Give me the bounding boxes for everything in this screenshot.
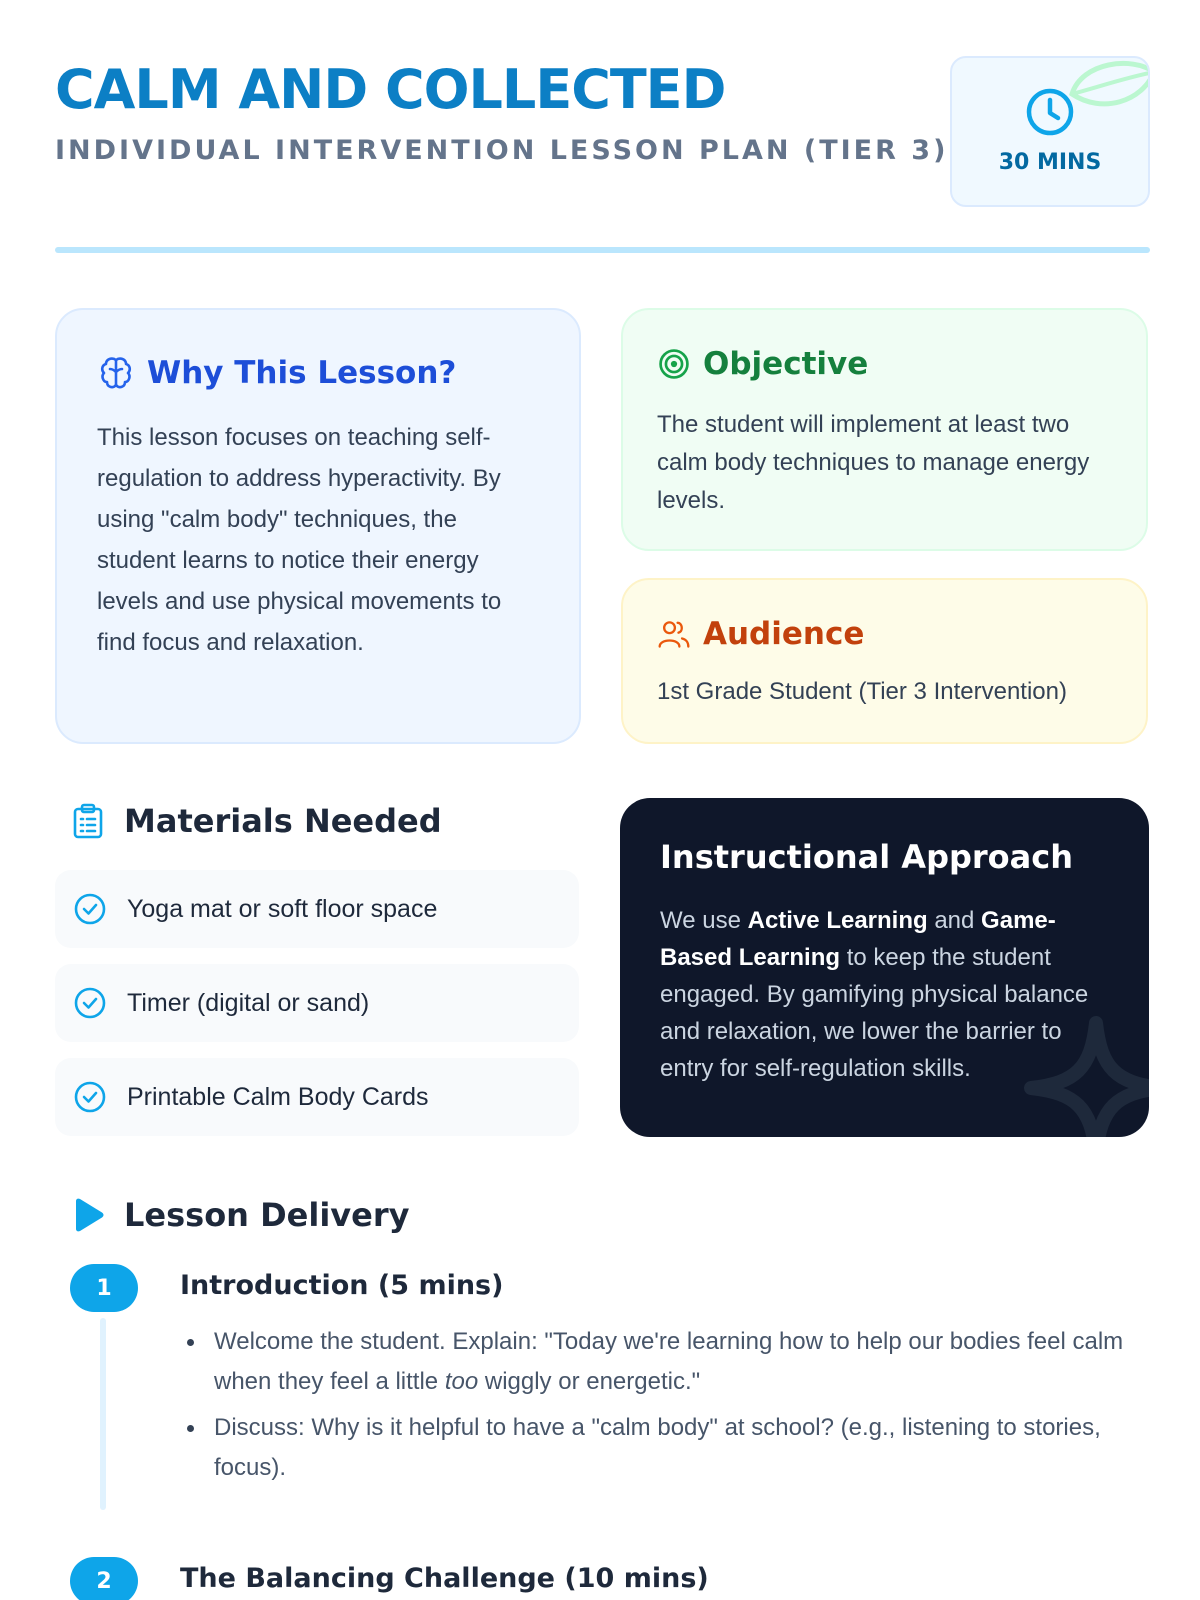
why-card xyxy=(55,308,581,744)
why-heading xyxy=(97,354,456,392)
step-timeline xyxy=(100,1318,106,1510)
step-number-badge: 2 xyxy=(70,1557,138,1600)
lesson-header xyxy=(55,52,1150,252)
objective-title: Objective xyxy=(703,346,869,382)
step-bullet: Discuss: Why is it helpful to have a "calm body" at school? (e.g., listening to stories, focus). xyxy=(214,1408,1144,1488)
check-circle-icon xyxy=(73,892,107,926)
material-label: Yoga mat or soft floor space xyxy=(127,894,438,923)
clipboard-icon xyxy=(70,803,106,839)
step-bullet-list xyxy=(214,1322,1144,1494)
audience-card xyxy=(621,578,1148,744)
material-item xyxy=(55,870,579,948)
material-label: Timer (digital or sand) xyxy=(127,988,370,1017)
clock-icon xyxy=(1024,86,1076,138)
users-icon xyxy=(657,617,691,651)
page-subtitle: INDIVIDUAL INTERVENTION LESSON PLAN (TIER 3) xyxy=(55,135,949,166)
step-bullet: Welcome the student. Explain: "Today we're learning how to help our bodies feel calm when they feel a little too wiggly or energetic." xyxy=(214,1322,1144,1402)
approach-body: We use Active Learning and Game-Based Learning to keep the student engaged. By gamifying physical balance and relaxation, we lower the barrier to entry for self-regulation skills. xyxy=(660,907,1089,1082)
target-icon xyxy=(657,347,691,381)
brain-icon xyxy=(97,354,135,392)
delivery-title: Lesson Delivery xyxy=(124,1196,410,1234)
approach-title: Instructional Approach xyxy=(660,838,1073,876)
approach-card xyxy=(620,798,1149,1137)
step-number-badge: 1 xyxy=(70,1264,138,1312)
page-title: CALM AND COLLECTED xyxy=(55,58,726,121)
delivery-heading xyxy=(70,1196,410,1234)
objective-card xyxy=(621,308,1148,551)
objective-body: The student will implement at least two calm body techniques to manage energy levels. xyxy=(657,411,1090,514)
materials-heading xyxy=(70,802,442,840)
audience-heading xyxy=(657,616,864,652)
objective-heading xyxy=(657,346,868,382)
duration-label: 30 MINS xyxy=(998,150,1102,175)
why-title: Why This Lesson? xyxy=(147,355,457,391)
material-item xyxy=(55,1058,579,1136)
check-circle-icon xyxy=(73,986,107,1020)
step-title: Introduction (5 mins) xyxy=(180,1270,504,1301)
play-icon xyxy=(70,1197,106,1233)
approach-emphasis: Game-Based Learning xyxy=(660,907,1056,971)
duration-badge xyxy=(950,56,1150,207)
audience-body: 1st Grade Student (Tier 3 Intervention) xyxy=(657,678,1067,705)
step-title: The Balancing Challenge (10 mins) xyxy=(180,1563,709,1594)
materials-title: Materials Needed xyxy=(124,802,442,840)
header-divider xyxy=(55,247,1150,253)
material-label: Printable Calm Body Cards xyxy=(127,1082,429,1111)
audience-title: Audience xyxy=(703,616,865,652)
approach-emphasis: Active Learning xyxy=(747,907,928,934)
why-body: This lesson focuses on teaching self-regulation to address hyperactivity. By using "calm body" techniques, the student learns to notice their energy levels and use physical movements to find focus and relaxation. xyxy=(97,424,502,656)
check-circle-icon xyxy=(73,1080,107,1114)
material-item xyxy=(55,964,579,1042)
